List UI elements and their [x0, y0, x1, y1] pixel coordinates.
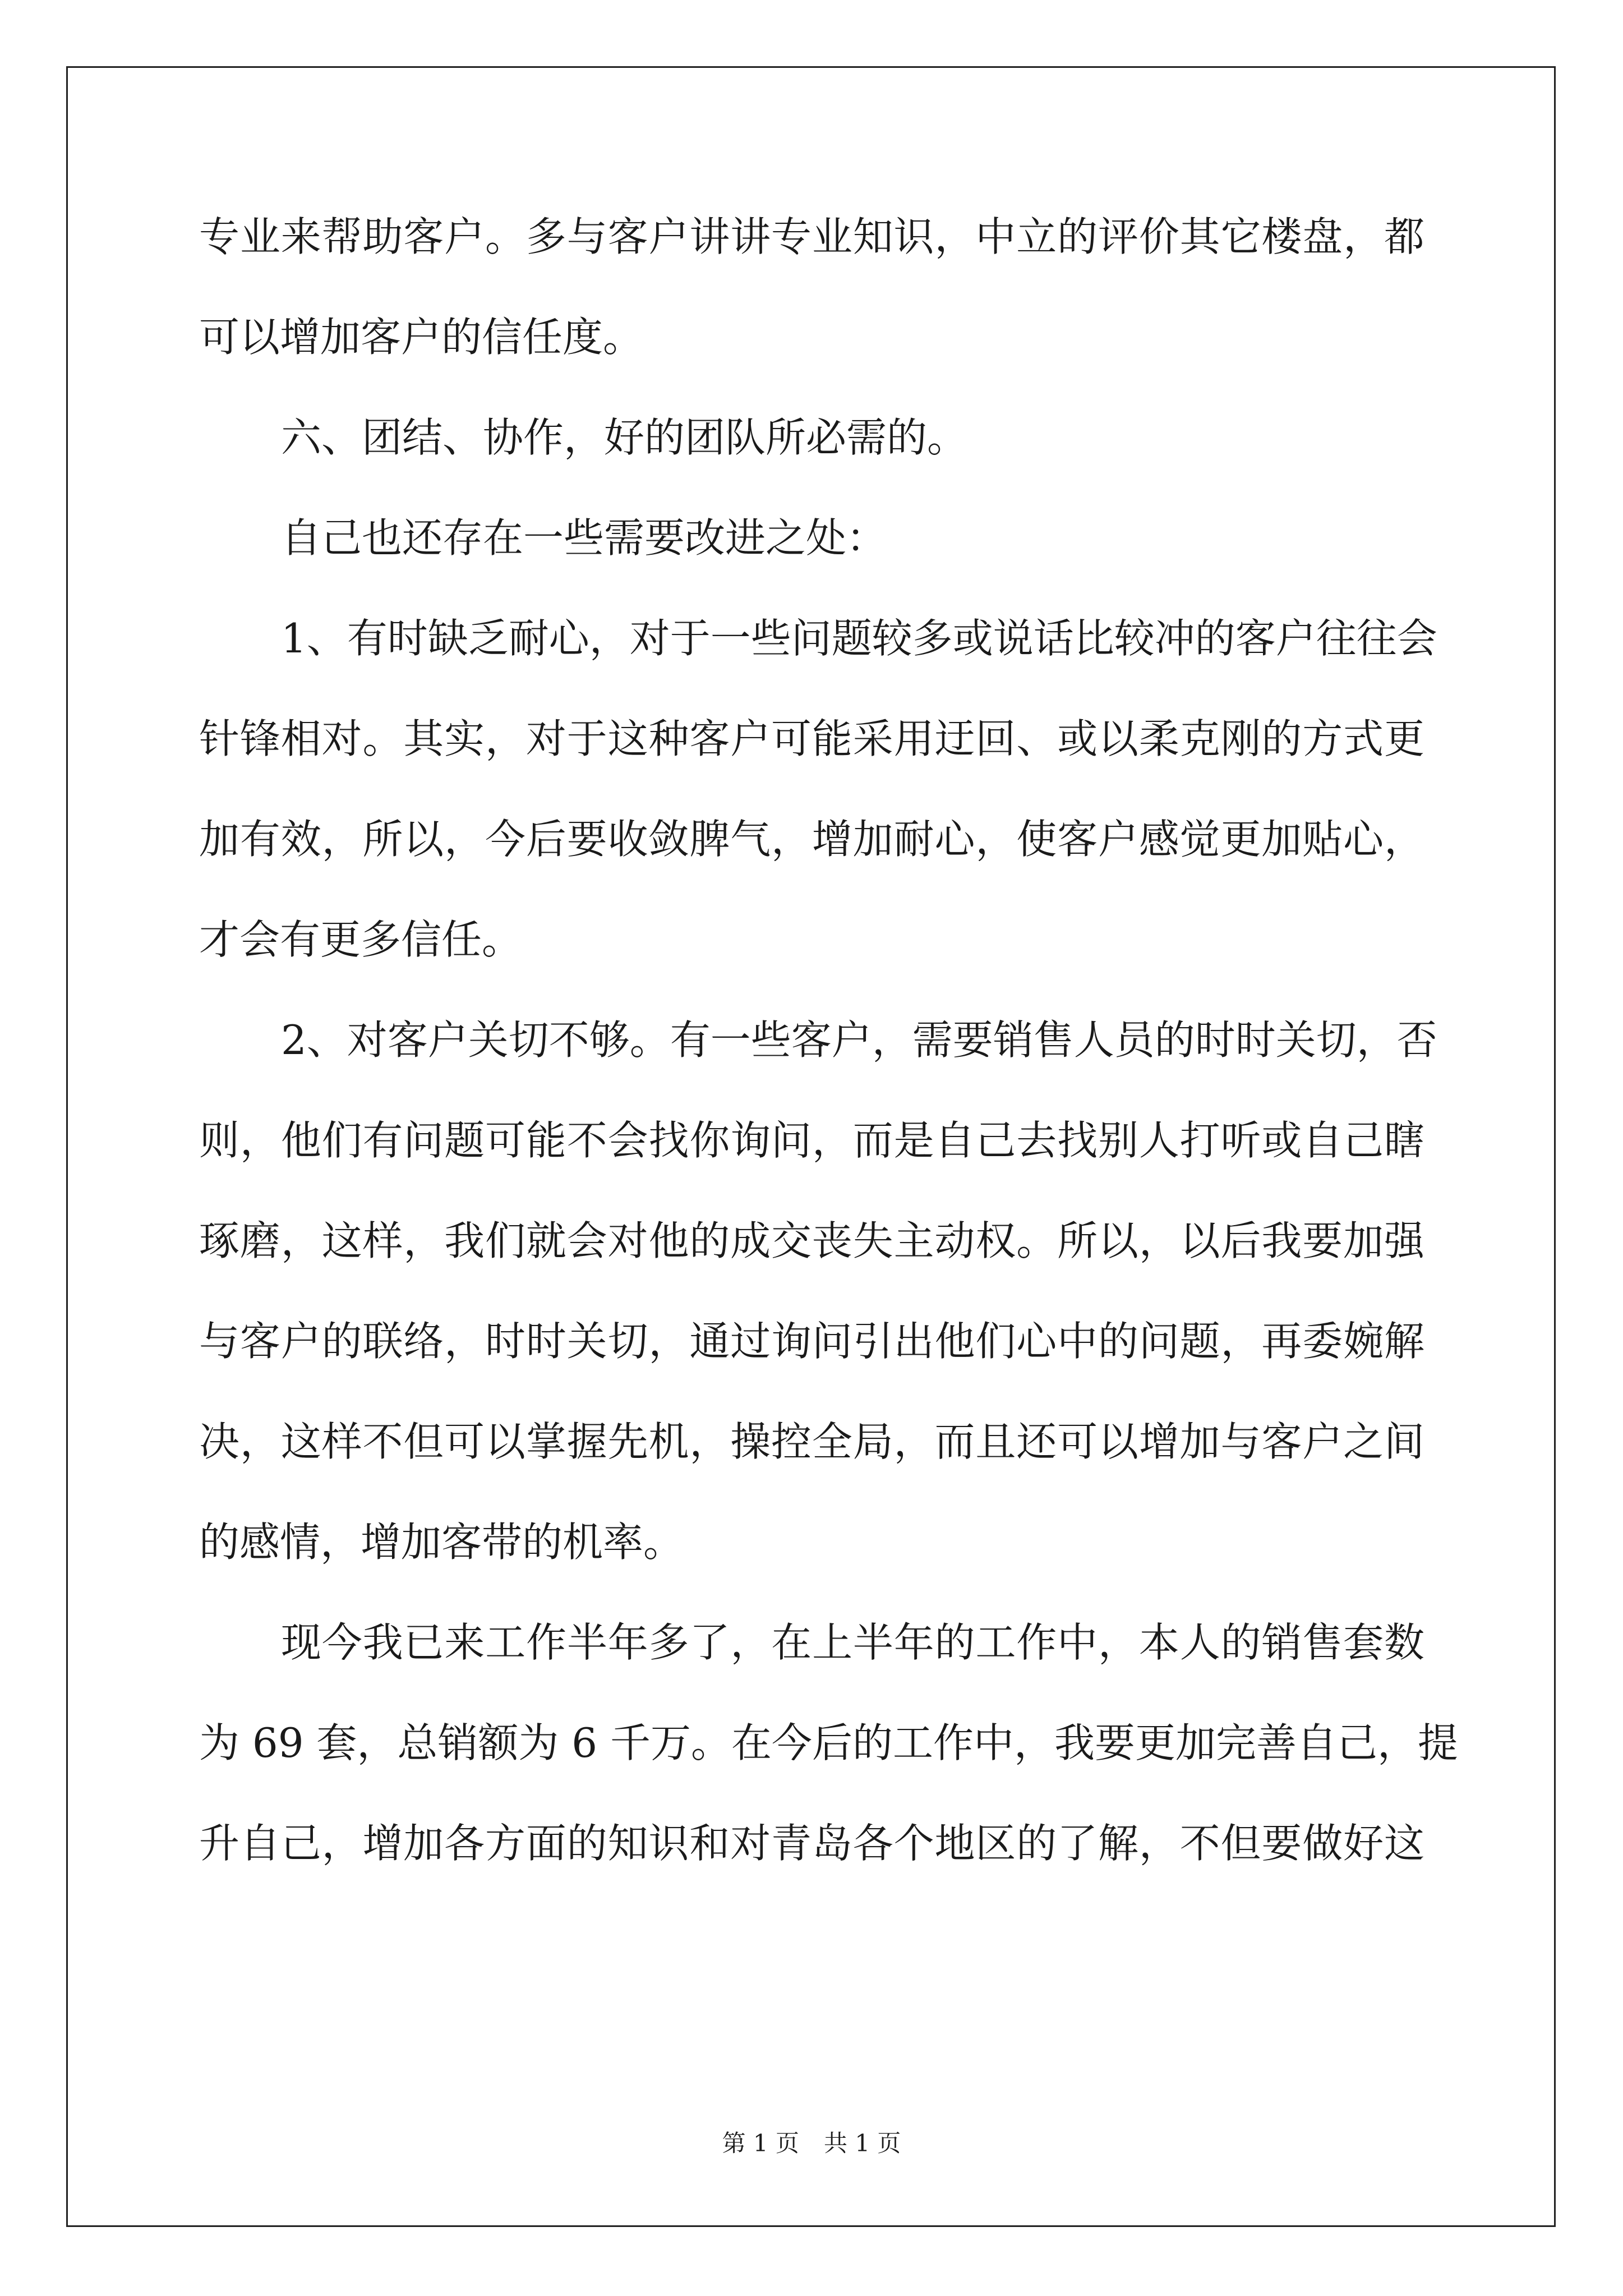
text-line: 六、团结、协作，好的团队所必需的。 — [281, 414, 968, 461]
text-line: 2、对客户关切不够。有一些客户，需要销售人员的时时关切，否 — [281, 1016, 1437, 1064]
text-line: 可以增加客户的信任度。 — [199, 314, 644, 361]
text-line: 决，这样不但可以掌握先机，操控全局，而且还可以增加与客户之间 — [199, 1418, 1424, 1465]
text-line: 针锋相对。其实，对于这种客户可能采用迂回、或以柔克刚的方式更 — [199, 715, 1424, 762]
page-number: 第 1 页 — [722, 2129, 799, 2157]
text-line: 与客户的联络，时时关切，通过询问引出他们心中的问题，再委婉解 — [199, 1318, 1424, 1365]
text-line: 则，他们有问题可能不会找你询问，而是自己去找别人打听或自己瞎 — [199, 1117, 1424, 1164]
text-line: 专业来帮助客户。多与客户讲讲专业知识，中立的评价其它楼盘，都 — [199, 213, 1424, 260]
text-line: 为 69 套，总销额为 6 千万。在今后的工作中，我要更加完善自己，提 — [199, 1719, 1458, 1766]
text-line: 才会有更多信任。 — [199, 916, 523, 963]
text-line: 琢磨，这样，我们就会对他的成交丧失主动权。所以，以后我要加强 — [199, 1217, 1424, 1264]
text-line: 加有效，所以，今后要收敛脾气，增加耐心，使客户感觉更加贴心， — [199, 816, 1424, 863]
text-line: 1、有时缺乏耐心，对于一些问题较多或说话比较冲的客户往往会 — [281, 615, 1437, 662]
document-body — [199, 210, 1458, 1917]
text-line: 升自己，增加各方面的知识和对青岛各个地区的了解，不但要做好这 — [199, 1820, 1424, 1867]
page-total: 共 1 页 — [824, 2129, 901, 2157]
text-line: 现今我已来工作半年多了，在上半年的工作中，本人的销售套数 — [281, 1619, 1424, 1666]
text-line: 自己也还存在一些需要改进之处： — [281, 514, 887, 562]
text-line: 的感情，增加客带的机率。 — [199, 1519, 684, 1566]
page-footer — [0, 2129, 1623, 2158]
